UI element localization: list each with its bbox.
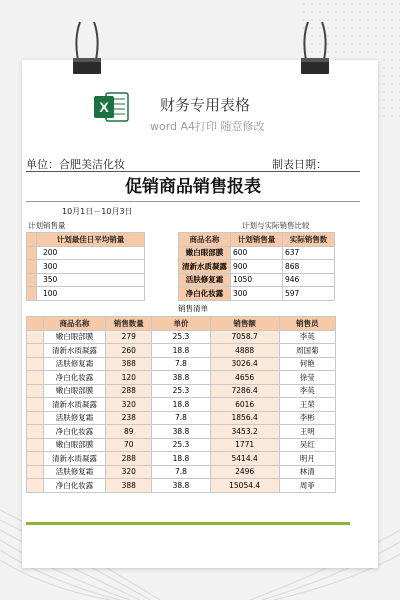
table-cell: 38.8 (152, 425, 210, 439)
table-cell: 300 (231, 287, 283, 301)
table-cell (27, 273, 37, 287)
table-cell (27, 398, 44, 412)
table-cell: 王明 (279, 425, 335, 439)
table-cell: 900 (231, 260, 283, 274)
sales-list-table (26, 316, 336, 493)
table-cell (27, 438, 44, 452)
table-cell: 5414.4 (210, 452, 279, 466)
spreadsheet-preview (26, 152, 360, 532)
table-cell: 1771 (210, 438, 279, 452)
table-cell: 净白化妆露 (179, 287, 231, 301)
table-row (179, 273, 335, 287)
table-cell: 何艳 (279, 357, 335, 371)
table-header-cell: 商品名称 (179, 233, 231, 247)
table-cell: 王荣 (279, 398, 335, 412)
table-row (27, 260, 145, 274)
table-cell: 1050 (231, 273, 283, 287)
table-cell (27, 411, 44, 425)
excel-logo-letter: X (99, 99, 109, 115)
table-cell (27, 246, 37, 260)
table-cell: 388 (106, 479, 152, 493)
company-name: 单位：合肥美洁化妆 (26, 158, 125, 171)
table-cell: 7.8 (152, 411, 210, 425)
table-cell: 238 (106, 411, 152, 425)
table-cell: 868 (283, 260, 335, 274)
table-cell: 388 (106, 357, 152, 371)
table-cell: 25.3 (152, 384, 210, 398)
table-header-cell (27, 317, 44, 331)
table-header-cell: 计划销售量 (231, 233, 283, 247)
table-cell: 周国菊 (279, 344, 335, 358)
table-row (27, 384, 336, 398)
table-cell: 周菲 (279, 479, 335, 493)
table-cell: 活肤修复霜 (43, 357, 106, 371)
table-header-row (27, 317, 336, 331)
table-row (179, 287, 335, 301)
table-cell: 嫩白眼部膜 (179, 246, 231, 260)
period-text: 10月1日－10月3日 (62, 207, 133, 216)
sales-list-title: 销售清单 (178, 304, 208, 313)
table-cell: 600 (231, 246, 283, 260)
table-cell: 25.3 (152, 438, 210, 452)
table-cell: 120 (106, 371, 152, 385)
table-cell (27, 357, 44, 371)
table-cell (27, 465, 44, 479)
table-cell: 18.8 (152, 452, 210, 466)
table-cell: 嫩白眼部膜 (43, 438, 106, 452)
table-row (27, 452, 336, 466)
document-subtitle: word A4打印 随意修改 (150, 120, 265, 133)
plan-area (26, 232, 360, 302)
plan-table (26, 232, 145, 301)
table-header-cell: 销售额 (210, 317, 279, 331)
table-cell: 38.8 (152, 371, 210, 385)
table-header-cell: 单价 (152, 317, 210, 331)
meta-row (26, 152, 360, 172)
table-row (27, 357, 336, 371)
table-cell: 4888 (210, 344, 279, 358)
table-cell: 18.8 (152, 398, 210, 412)
document-header (22, 82, 378, 142)
table-cell: 活肤修复霜 (43, 411, 106, 425)
table-cell: 李英 (279, 384, 335, 398)
table-row (27, 371, 336, 385)
table-cell: 200 (37, 246, 145, 260)
table-cell: 1856.4 (210, 411, 279, 425)
compare-section-label: 计划与实际销售比较 (242, 221, 310, 230)
table-cell: 活肤修复霜 (179, 273, 231, 287)
table-cell: 清新水质凝露 (43, 452, 106, 466)
compare-table (178, 232, 335, 301)
table-header-cell: 销售数量 (106, 317, 152, 331)
table-cell: 7.8 (152, 465, 210, 479)
table-cell (27, 287, 37, 301)
excel-logo-icon (92, 88, 130, 126)
table-row (27, 344, 336, 358)
table-cell: 320 (106, 398, 152, 412)
table-cell: 李英 (279, 330, 335, 344)
table-cell: 7286.4 (210, 384, 279, 398)
table-row (27, 398, 336, 412)
table-row (27, 438, 336, 452)
sales-list-body (27, 330, 336, 492)
table-cell: 946 (283, 273, 335, 287)
binder-clip-icon (70, 18, 104, 78)
table-cell: 明月 (279, 452, 335, 466)
table-cell: 徐莹 (279, 371, 335, 385)
table-row (27, 479, 336, 493)
table-cell (27, 479, 44, 493)
table-cell: 3026.4 (210, 357, 279, 371)
table-cell: 320 (106, 465, 152, 479)
table-cell: 嫩白眼部膜 (43, 384, 106, 398)
table-cell: 89 (106, 425, 152, 439)
table-header-cell: 商品名称 (43, 317, 106, 331)
table-row (27, 287, 145, 301)
table-cell: 清新水质凝露 (43, 344, 106, 358)
table-cell: 净白化妆露 (43, 425, 106, 439)
section-labels (26, 218, 360, 232)
table-cell: 6016 (210, 398, 279, 412)
table-cell: 吴红 (279, 438, 335, 452)
table-cell: 净白化妆露 (43, 371, 106, 385)
table-cell: 597 (283, 287, 335, 301)
plan-section-label: 计划销售量 (28, 221, 66, 230)
table-cell: 18.8 (152, 344, 210, 358)
table-header-cell (27, 233, 37, 247)
table-cell: 林清 (279, 465, 335, 479)
table-header-cell: 计划最佳日平均销量 (37, 233, 145, 247)
table-row (27, 246, 145, 260)
table-cell: 288 (106, 384, 152, 398)
table-cell: 7.8 (152, 357, 210, 371)
document-title: 财务专用表格 (160, 96, 251, 114)
table-row (179, 260, 335, 274)
table-cell: 净白化妆露 (43, 479, 106, 493)
table-row (27, 465, 336, 479)
table-cell: 38.8 (152, 479, 210, 493)
table-cell: 李彬 (279, 411, 335, 425)
table-cell (27, 344, 44, 358)
table-cell: 100 (37, 287, 145, 301)
table-cell: 350 (37, 273, 145, 287)
table-cell: 70 (106, 438, 152, 452)
table-cell (27, 425, 44, 439)
table-cell (27, 330, 44, 344)
table-cell: 2496 (210, 465, 279, 479)
table-cell: 260 (106, 344, 152, 358)
table-cell: 嫩白眼部膜 (43, 330, 106, 344)
table-header-row (27, 233, 145, 247)
table-cell: 活肤修复霜 (43, 465, 106, 479)
table-cell: 637 (283, 246, 335, 260)
table-cell: 清新水质凝露 (43, 398, 106, 412)
table-cell (27, 384, 44, 398)
table-cell: 279 (106, 330, 152, 344)
accent-bar (26, 522, 350, 525)
table-header-row (179, 233, 335, 247)
table-header-cell: 实际销售数 (283, 233, 335, 247)
table-row (27, 273, 145, 287)
table-cell: 25.3 (152, 330, 210, 344)
table-cell (27, 371, 44, 385)
table-header-cell: 销售员 (279, 317, 335, 331)
table-cell: 288 (106, 452, 152, 466)
table-row (27, 425, 336, 439)
binder-clip-icon (298, 18, 332, 78)
table-row (27, 411, 336, 425)
table-cell (27, 452, 44, 466)
table-row (179, 246, 335, 260)
table-cell: 15054.4 (210, 479, 279, 493)
table-cell: 清新水质凝露 (179, 260, 231, 274)
period-row (26, 202, 360, 218)
date-label: 制表日期： (272, 158, 327, 171)
report-title: 促销商品销售报表 (26, 172, 360, 202)
table-row (27, 330, 336, 344)
table-cell (27, 260, 37, 274)
table-cell: 3453.2 (210, 425, 279, 439)
table-cell: 7058.7 (210, 330, 279, 344)
table-cell: 4656 (210, 371, 279, 385)
table-cell: 300 (37, 260, 145, 274)
